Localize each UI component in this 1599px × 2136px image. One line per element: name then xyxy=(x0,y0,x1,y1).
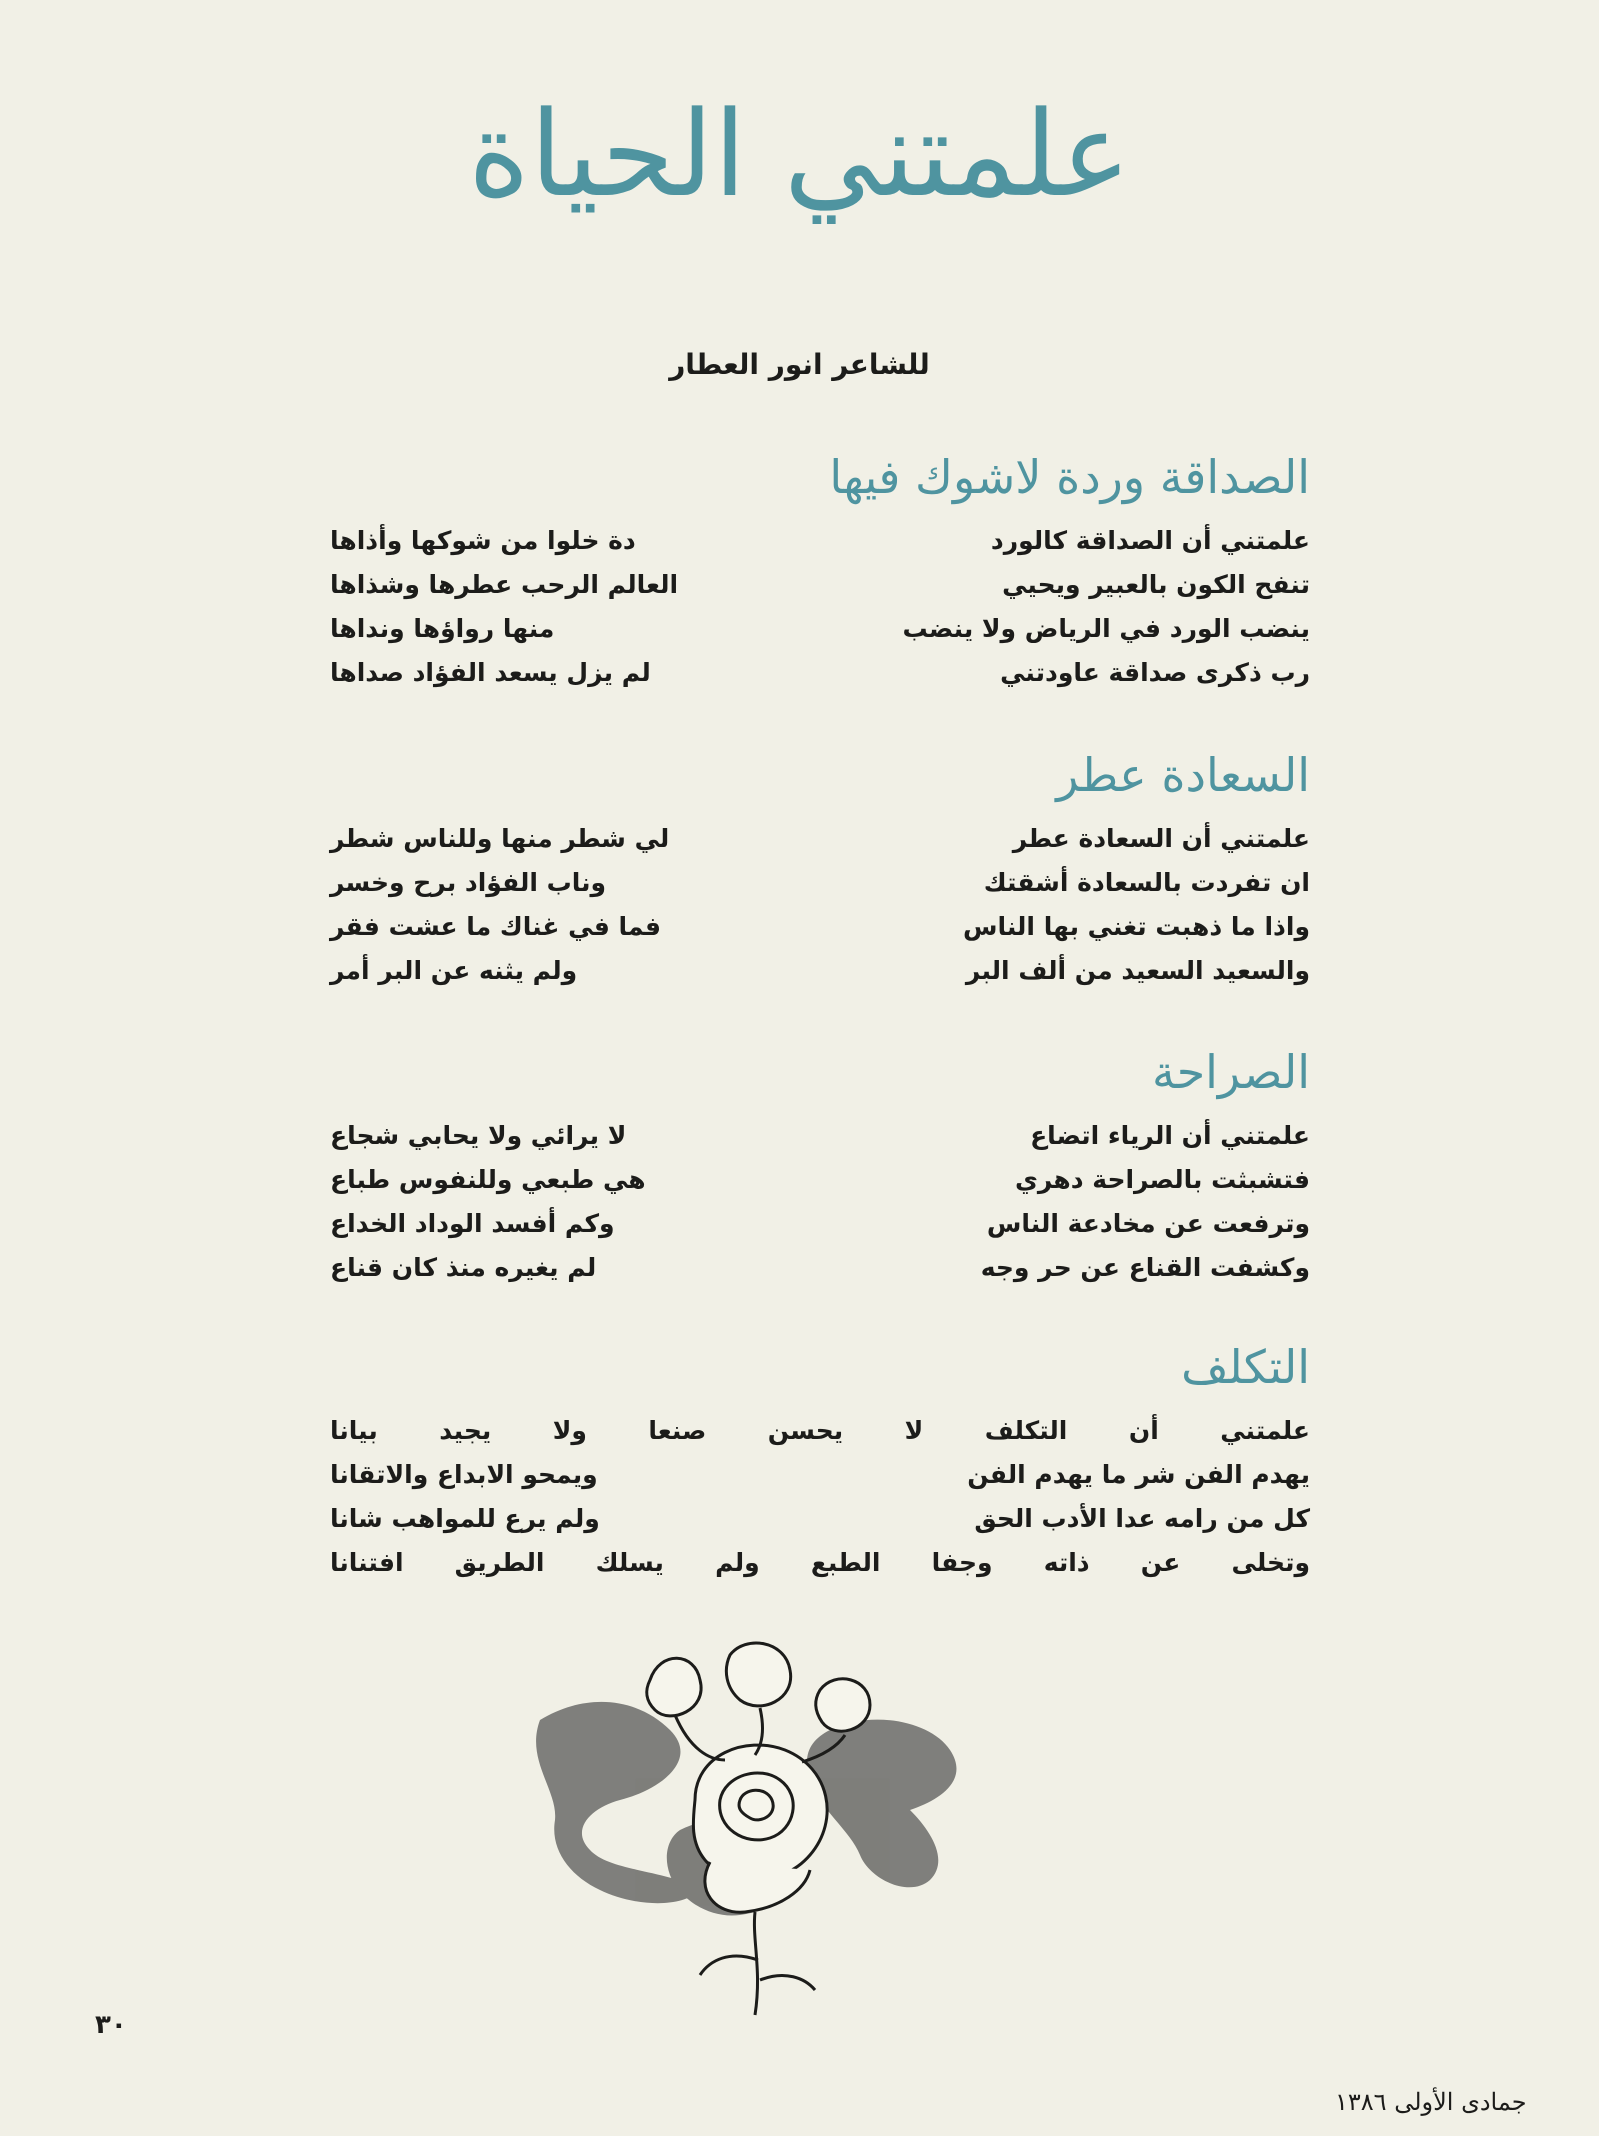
section-friendship xyxy=(330,450,1310,695)
verse-full-line: علمتني أن التكلف لا يحسن صنعا ولا يجيد بيانا xyxy=(330,1416,1310,1446)
verse-second-hemistich: ولم يثنه عن البر أمر xyxy=(330,956,578,986)
page-number: ٣٠ xyxy=(95,2010,127,2040)
verse-line xyxy=(330,1453,1310,1497)
verse-second-hemistich: وكم أفسد الوداد الخداع xyxy=(330,1209,615,1239)
verse-line xyxy=(330,519,1310,563)
verse-second-hemistich: فما في غناك ما عشت فقر xyxy=(330,912,662,942)
poem-title: علمتني الحياة xyxy=(467,85,1132,223)
poet-byline: للشاعر انور العطار xyxy=(669,348,930,381)
verse-line xyxy=(330,563,1310,607)
verse-line xyxy=(330,1541,1310,1585)
verse-second-hemistich: العالم الرحب عطرها وشذاها xyxy=(330,570,679,600)
section-heading: السعادة عطر xyxy=(1056,748,1310,802)
verse-first-hemistich: تنفح الكون بالعبير ويحيي xyxy=(1002,570,1310,600)
issue-date: جمادى الأولى ١٣٨٦ xyxy=(1335,2088,1527,2116)
verse-first-hemistich: يهدم الفن شر ما يهدم الفن xyxy=(967,1460,1310,1490)
section-frankness xyxy=(330,1045,1310,1290)
section-affectation xyxy=(330,1340,1310,1585)
verse-second-hemistich: منها رواؤها ونداها xyxy=(330,614,555,644)
verse-line xyxy=(330,651,1310,695)
verse-first-hemistich: رب ذكرى صداقة عاودتني xyxy=(1000,658,1310,688)
verse-line xyxy=(330,1409,1310,1453)
verse-second-hemistich: دة خلوا من شوكها وأذاها xyxy=(330,526,636,556)
verse-first-hemistich: فتشبثت بالصراحة دهري xyxy=(1014,1165,1310,1195)
section-heading: الصداقة وردة لاشوك فيها xyxy=(829,450,1310,504)
verse-first-hemistich: واذا ما ذهبت تغني بها الناس xyxy=(962,912,1310,942)
rose-illustration xyxy=(530,1640,1030,2020)
verse-second-hemistich: ولم يرع للمواهب شانا xyxy=(330,1504,600,1534)
verse-first-hemistich: علمتني أن الرياء اتضاع xyxy=(1030,1121,1310,1151)
verse-line xyxy=(330,861,1310,905)
verse-line xyxy=(330,607,1310,651)
verse-first-hemistich: ينضب الورد في الرياض ولا ينضب xyxy=(902,614,1310,644)
verse-first-hemistich: وترفعت عن مخادعة الناس xyxy=(986,1209,1310,1239)
verse-first-hemistich: ان تفردت بالسعادة أشقتك xyxy=(983,868,1310,898)
verse-second-hemistich: لا يرائي ولا يحابي شجاع xyxy=(330,1121,627,1151)
verse-line xyxy=(330,1497,1310,1541)
verse-second-hemistich: وناب الفؤاد برح وخسر xyxy=(330,868,607,898)
verse-second-hemistich: لم يغيره منذ كان قناع xyxy=(330,1253,597,1283)
verse-first-hemistich: علمتني أن السعادة عطر xyxy=(1012,824,1310,854)
verse-line xyxy=(330,1158,1310,1202)
section-heading: الصراحة xyxy=(1152,1045,1310,1099)
verse-second-hemistich: لم يزل يسعد الفؤاد صداها xyxy=(330,658,651,688)
section-heading: التكلف xyxy=(1181,1340,1310,1394)
section-happiness xyxy=(330,748,1310,993)
verse-first-hemistich: علمتني أن الصداقة كالورد xyxy=(990,526,1310,556)
verse-line xyxy=(330,905,1310,949)
verse-line xyxy=(330,1246,1310,1290)
verse-second-hemistich: هي طبعي وللنفوس طباع xyxy=(330,1165,646,1195)
verse-second-hemistich: لي شطر منها وللناس شطر xyxy=(330,824,670,854)
verse-line xyxy=(330,1114,1310,1158)
verse-first-hemistich: والسعيد السعيد من ألف البر xyxy=(965,956,1310,986)
verse-first-hemistich: وكشفت القناع عن حر وجه xyxy=(980,1253,1310,1283)
verse-line xyxy=(330,949,1310,993)
verse-line xyxy=(330,817,1310,861)
verse-full-line: وتخلى عن ذاته وجفا الطبع ولم يسلك الطريق افتنانا xyxy=(330,1548,1310,1578)
verse-line xyxy=(330,1202,1310,1246)
verse-first-hemistich: كل من رامه عدا الأدب الحق xyxy=(974,1504,1310,1534)
verse-second-hemistich: ويمحو الابداع والاتقانا xyxy=(330,1460,598,1490)
